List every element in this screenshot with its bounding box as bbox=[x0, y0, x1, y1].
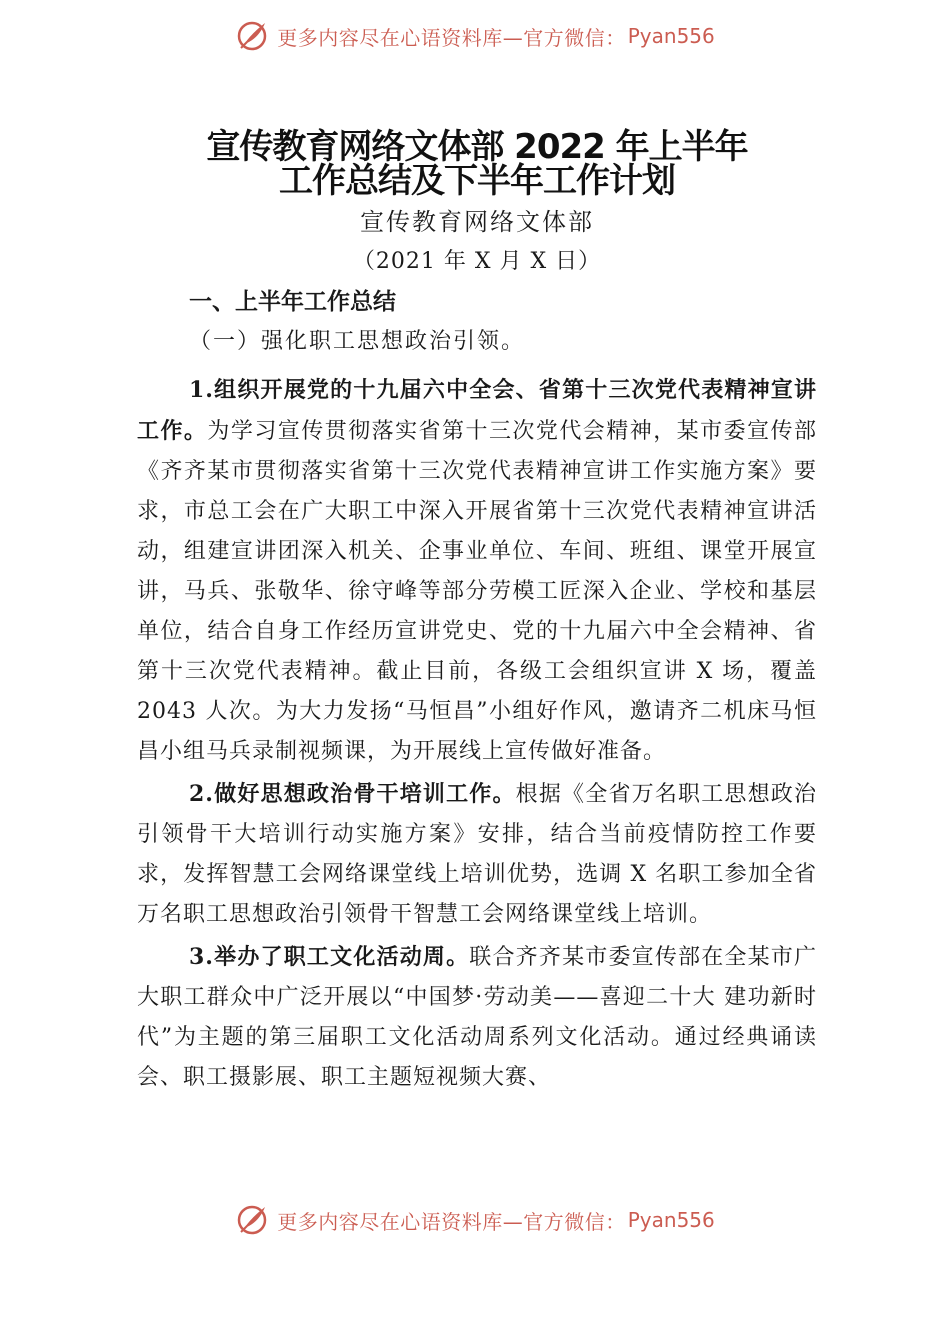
section-heading: 一、上半年工作总结 bbox=[189, 289, 396, 315]
department-name: 宣传教育网络文体部 bbox=[360, 208, 594, 236]
watermark-text: 更多内容尽在心语资料库—官方微信： bbox=[277, 25, 626, 50]
paragraph-body: 为学习宣传贯彻落实省第十三次党代会精神，某市委宣传部《齐齐某市贯彻落实省第十三次党代表精神宣讲工作实施方案》要求，市总工会在广大职工中深入开展省第十三次党代表精神宣讲活动，组建宣讲团深入机关、企事业单位、车间、班组、课堂开展宣讲，马兵、张敬华、徐守峰等部分劳模工匠深入企业、学校和基层单位，结合自身工作经历宣讲党史、党的十九届六中全会精神、省第十三次党代表精神。截止目前，各级工会组织宣讲 X 场，覆盖 2043 人次。为大力发扬“马恒昌”小组好作风，邀请齐二机床马恒昌小组马兵录制视频课，为开展线上宣传做好准备。 bbox=[137, 419, 817, 764]
paragraph-item-1 bbox=[137, 370, 817, 772]
paragraph-lead: 2.做好思想政治骨干培训工作。 bbox=[189, 781, 516, 807]
document-date: （2021 年 X 月 X 日） bbox=[352, 249, 602, 274]
watermark-wechat-id: Pyan556 bbox=[627, 24, 715, 48]
feather-logo-icon bbox=[235, 1203, 269, 1237]
paragraph-item-3 bbox=[137, 937, 817, 1098]
document-page bbox=[137, 127, 817, 1098]
title-line-1: 宣传教育网络文体部 2022 年上半年 bbox=[206, 127, 748, 167]
paragraph-body: 联合齐齐某市委宣传部在全某市广大职工群众中广泛开展以“中国梦·劳动美——喜迎二十大 建功新时代”为主题的第三届职工文化活动周系列文化活动。通过经典诵读会、职工摄影展、职工主题短视频大赛、 bbox=[137, 945, 817, 1090]
paragraph-body: 根据《全省万名职工思想政治引领骨干大培训行动实施方案》安排，结合当前疫情防控工作要求，发挥智慧工会网络课堂线上培训优势，选调 X 名职工参加全省万名职工思想政治引领骨干智慧工会网络课堂线上培训。 bbox=[137, 782, 817, 927]
subsection-heading: （一）强化职工思想政治引领。 bbox=[189, 329, 526, 354]
watermark-wechat-id: Pyan556 bbox=[627, 1208, 715, 1232]
paragraph-lead: 3.举办了职工文化活动周。 bbox=[189, 944, 470, 970]
title-line-2: 工作总结及下半年工作计划 bbox=[279, 161, 675, 201]
paragraph-item-2 bbox=[137, 774, 817, 935]
watermark-header bbox=[0, 16, 950, 56]
document-title bbox=[137, 127, 817, 201]
watermark-text: 更多内容尽在心语资料库—官方微信： bbox=[277, 1209, 626, 1234]
feather-logo-icon bbox=[235, 19, 269, 53]
watermark-footer bbox=[0, 1200, 950, 1240]
paragraph-lead: 1.组织开展党的十九届六中全会、省第十三次党代表精神宣讲工作。 bbox=[137, 377, 817, 444]
